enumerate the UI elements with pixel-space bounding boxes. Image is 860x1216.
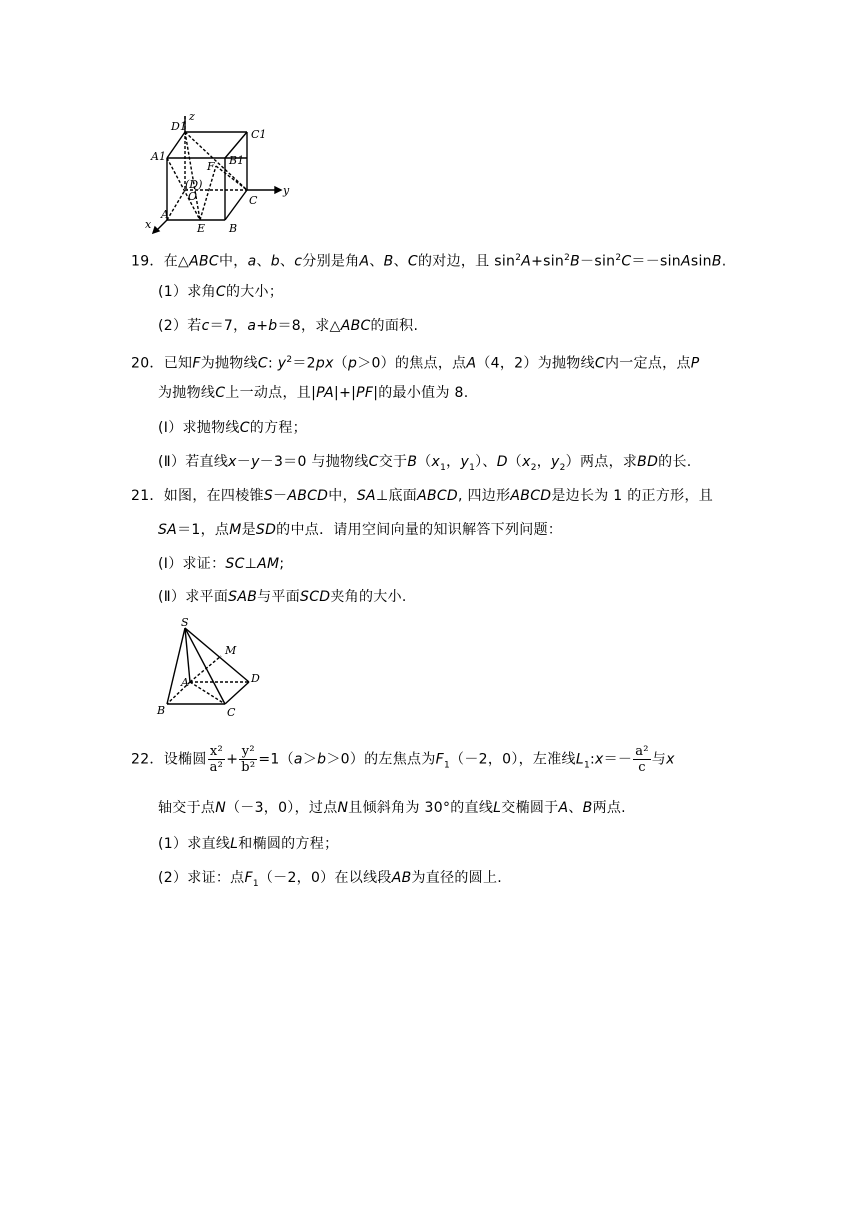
point-E: E bbox=[197, 222, 206, 235]
axis-y-label: y bbox=[283, 184, 290, 197]
point-F: F bbox=[207, 160, 215, 173]
q20-stem-line2: 为抛物线C上一动点，且|PA|+|PF|的最小值为 8. bbox=[158, 385, 469, 401]
q22-part2: (2）求证：点$F_1(-2$，0）在以线段AB为直径的圆上. bbox=[158, 870, 503, 889]
vertex-D: (D) bbox=[185, 178, 203, 191]
q21-part2: (Ⅱ）求平面SAB与平面SCD夹角的大小. bbox=[158, 589, 407, 605]
q20-part2: (Ⅱ）若直线x－y－3＝0 与抛物线C交于$B(x_1$，$y_1$）、$D(x_2$，$y_2$）两点，求BD的长. bbox=[158, 454, 692, 473]
q19-part1: (1）求角C的大小； bbox=[158, 284, 284, 300]
vertex-D1: D1 bbox=[171, 120, 187, 133]
vertex-D: D bbox=[251, 672, 260, 685]
vertex-C: C bbox=[227, 706, 236, 719]
vertex-S: S bbox=[181, 616, 189, 629]
vertex-B: B bbox=[157, 704, 166, 717]
vertex-C: C bbox=[249, 194, 258, 207]
fraction-a2-c: $\frac{\text{a²}}{c}$ bbox=[635, 744, 649, 775]
pyramid-figure bbox=[155, 616, 270, 720]
q21-stem-line1: 21．如图，在四棱锥S－ABCD中，SA⊥底面ABCD, 四边形ABCD是边长为 1 的正方形，且 bbox=[131, 488, 714, 504]
vertex-B1: B1 bbox=[229, 154, 245, 167]
vertex-A: A bbox=[161, 208, 169, 221]
q19-stem: 19．在△ABC中，a、b、c分别是角A、B、C的对边，且 $\sin^2A+\sin^2B-\sin^2C=-sinAsinB$. bbox=[131, 253, 727, 270]
point-M: M bbox=[225, 644, 237, 657]
q22-stem-line2: 轴交于点N（－3，0），过点N且倾斜角为 30°的直线L交椭圆于A、B两点. bbox=[158, 800, 626, 816]
q20-stem-line1: 20．已知F为抛物线C: $y^2=2px(p>0)$的焦点，点A（4，2）为抛物线C内一定点，点P bbox=[131, 355, 700, 372]
fraction-y2-b2: $\frac{\text{y²}}{\text{b²}}$ bbox=[241, 744, 256, 775]
q22-stem-line1: 22．设椭圆 $\frac{\text{x²}}{\text{a²}}$ + $\frac{\text{y²}}{\text{b²}}$ =1（a＞b＞0）的左焦点为$F_1(-2$，0），左准线$L_1:x=-$ $\frac{\text{a²}}{c}$ 与x bbox=[131, 744, 675, 775]
vertex-A: A bbox=[181, 676, 189, 689]
axis-x-label: x bbox=[145, 218, 152, 231]
cube-figure bbox=[145, 108, 290, 236]
q21-part1: (Ⅰ）求证：SC⊥AM; bbox=[158, 556, 285, 572]
point-O: O bbox=[188, 190, 198, 203]
q19-part2: (2）若c＝7，a+b＝8，求△ABC的面积. bbox=[158, 318, 419, 334]
axis-z-label: z bbox=[189, 110, 195, 123]
q22-part1: (1）求直线L和椭圆的方程； bbox=[158, 836, 339, 852]
q20-part1: (Ⅰ）求抛物线C的方程； bbox=[158, 420, 307, 436]
vertex-A1: A1 bbox=[151, 150, 166, 163]
vertex-B: B bbox=[229, 222, 238, 235]
fraction-x2-a2: $\frac{\text{x²}}{\text{a²}}$ bbox=[209, 744, 224, 775]
vertex-C1: C1 bbox=[251, 128, 267, 141]
q21-stem-line2: SA＝1，点M是SD的中点．请用空间向量的知识解答下列问题： bbox=[158, 522, 563, 538]
